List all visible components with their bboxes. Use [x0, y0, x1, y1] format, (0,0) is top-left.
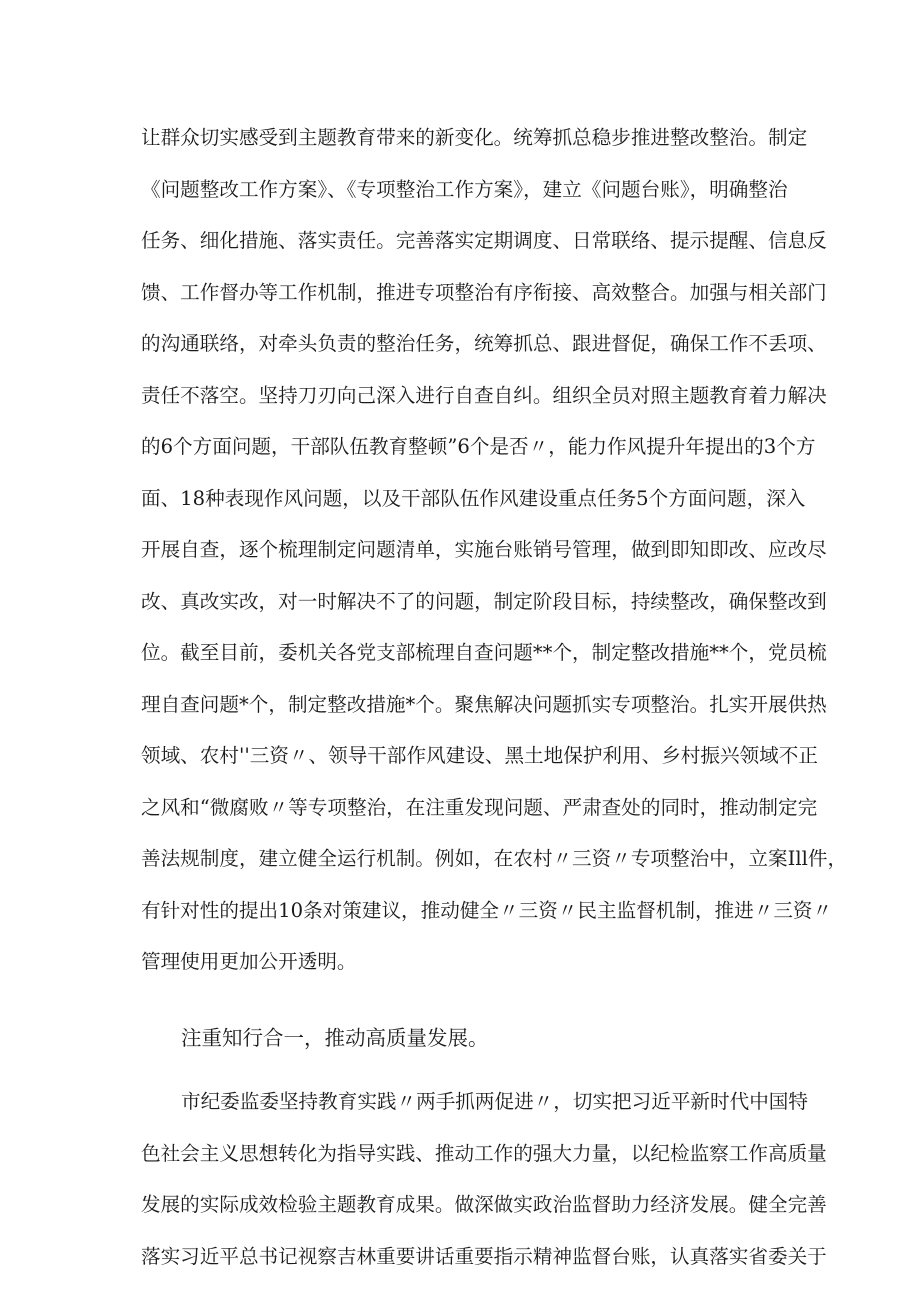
text-line: 理自查问题*个，制定整改措施*个。聚焦解决问题抓实专项整治。扎实开展供热	[141, 693, 827, 716]
text-line: 的6个方面问题，干部队伍教育整顿”6个是否〃，能力作风提升年提出的3个方	[141, 435, 816, 458]
text-line: 发展的实际成效检验主题教育成果。做深做实政治监督助力经济发展。健全完善	[141, 1193, 827, 1216]
text-line: 之风和“微腐败〃等专项整治，在注重发现问题、严肃查处的同时，推动制定完	[141, 796, 818, 819]
text-line: 《问题整改工作方案》、《专项整治工作方案》，建立《问题台账》，明确整治	[141, 178, 788, 201]
text-line: 有针对性的提出10条对策建议，推动健全〃三资〃民主监督机制，推进〃三资〃	[141, 899, 833, 922]
text-line: 开展自查，逐个梳理制定问题清单，实施台账销号管理，做到即知即改、应改尽	[141, 538, 827, 561]
text-line: 落实习近平总书记视察吉林重要讲话重要指示精神监督台账，认真落实省委关于	[141, 1245, 827, 1268]
text-line: 馈、工作督办等工作机制，推进专项整治有序衔接、高效整合。加强与相关部门	[141, 281, 827, 304]
text-line: 色社会主义思想转化为指导实践、推动工作的强大力量，以纪检监察工作高质量	[141, 1142, 827, 1165]
text-line: 的沟通联络，对牵头负责的整治任务，统筹抓总、跟进督促，确保工作不丢项、	[141, 332, 827, 355]
text-line: 善法规制度，建立健全运行机制。例如，在农村〃三资〃专项整治中，立案Ill件，	[141, 847, 848, 870]
text-line: 市纪委监委坚持教育实践〃两手抓两促进〃，切实把习近平新时代中国特	[181, 1090, 808, 1113]
text-line: 领域、农村''三资〃、领导干部作风建设、黑土地保护利用、乡村振兴领域不正	[141, 744, 818, 767]
text-line: 让群众切实感受到主题教育带来的新变化。统筹抓总稳步推进整改整治。制定	[141, 126, 808, 149]
text-line: 责任不落空。坚持刀刃向己深入进行自查自纠。组织全员对照主题教育着力解决	[141, 384, 827, 407]
text-line: 管理使用更加公开透明。	[141, 950, 357, 973]
text-line: 任务、细化措施、落实责任。完善落实定期调度、日常联络、提示提醒、信息反	[141, 229, 827, 252]
text-line: 改、真改实改，对一时解决不了的问题，制定阶段目标，持续整改，确保整改到	[141, 590, 827, 613]
text-line: 位。截至目前，委机关各党支部梳理自查问题**个，制定整改措施**个，党员梳	[141, 641, 827, 664]
section-heading: 注重知行合一，推动高质量发展。	[181, 1026, 489, 1050]
text-line: 面、18种表现作风问题，以及干部队伍作风建设重点任务5个方面问题，深入	[141, 487, 806, 510]
